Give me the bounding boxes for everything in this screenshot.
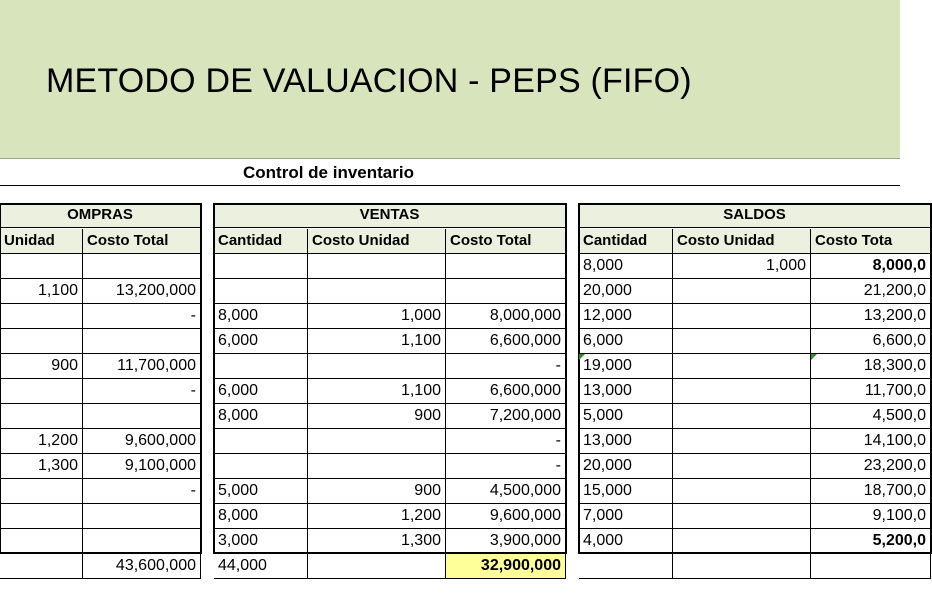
saldos-cell[interactable] bbox=[673, 404, 811, 429]
ventas-cell[interactable]: 4,500,000 bbox=[446, 479, 566, 504]
saldos-cell[interactable] bbox=[673, 279, 811, 304]
ventas-cell[interactable]: 7,200,000 bbox=[446, 404, 566, 429]
compras-total-cell[interactable]: 43,600,000 bbox=[83, 554, 201, 579]
saldos-cell[interactable]: 8,000 bbox=[579, 254, 673, 279]
saldos-cell[interactable]: 18,700,0 bbox=[811, 479, 931, 504]
compras-column-header: Unidad bbox=[0, 229, 83, 254]
compras-cell[interactable]: 9,600,000 bbox=[83, 429, 201, 454]
saldos-cell[interactable]: 14,100,0 bbox=[811, 429, 931, 454]
ventas-cell[interactable] bbox=[214, 254, 308, 279]
compras-total-cell[interactable] bbox=[0, 554, 83, 579]
saldos-cell[interactable] bbox=[673, 529, 811, 554]
compras-cell[interactable] bbox=[0, 479, 83, 504]
compras-cell[interactable]: 1,200 bbox=[0, 429, 83, 454]
comment-marker-icon bbox=[579, 354, 585, 360]
saldos-cell[interactable]: 19,000 bbox=[579, 354, 673, 379]
saldos-total-cell[interactable] bbox=[811, 554, 931, 579]
ventas-cell[interactable] bbox=[214, 279, 308, 304]
compras-cell[interactable]: - bbox=[83, 379, 201, 404]
ventas-section-header: VENTAS bbox=[214, 203, 566, 228]
saldos-cell[interactable] bbox=[673, 429, 811, 454]
saldos-cell[interactable]: 13,000 bbox=[579, 379, 673, 404]
sheet-subtitle: Control de inventario bbox=[243, 163, 414, 182]
ventas-cell[interactable]: 8,000 bbox=[214, 504, 308, 529]
ventas-total-cell[interactable]: 32,900,000 bbox=[446, 554, 566, 579]
compras-cell[interactable] bbox=[0, 254, 83, 279]
ventas-cell[interactable]: - bbox=[446, 454, 566, 479]
saldos-cell[interactable]: 11,700,0 bbox=[811, 379, 931, 404]
ventas-column-header: Cantidad bbox=[214, 229, 308, 254]
saldos-cell[interactable] bbox=[673, 479, 811, 504]
saldos-cell[interactable]: 13,200,0 bbox=[811, 304, 931, 329]
ventas-cell[interactable] bbox=[308, 354, 446, 379]
ventas-cell[interactable]: - bbox=[446, 354, 566, 379]
compras-column-header: Costo Total bbox=[83, 229, 201, 254]
ventas-cell[interactable]: 6,000 bbox=[214, 329, 308, 354]
compras-section-header: OMPRAS bbox=[0, 203, 201, 228]
saldos-section-header: SALDOS bbox=[579, 203, 931, 228]
saldos-total-cell[interactable] bbox=[673, 554, 811, 579]
saldos-total-cell[interactable] bbox=[579, 554, 673, 579]
saldos-cell[interactable]: 8,000,0 bbox=[811, 254, 931, 279]
compras-cell[interactable] bbox=[83, 404, 201, 429]
ventas-cell[interactable]: 8,000 bbox=[214, 304, 308, 329]
saldos-cell[interactable]: 20,000 bbox=[579, 279, 673, 304]
compras-cell[interactable] bbox=[0, 329, 83, 354]
ventas-cell[interactable] bbox=[308, 279, 446, 304]
saldos-cell[interactable] bbox=[673, 354, 811, 379]
compras-cell[interactable]: 900 bbox=[0, 354, 83, 379]
saldos-cell[interactable]: 20,000 bbox=[579, 454, 673, 479]
ventas-column-header: Costo Total bbox=[446, 229, 566, 254]
saldos-cell[interactable]: 9,100,0 bbox=[811, 504, 931, 529]
ventas-cell[interactable] bbox=[214, 454, 308, 479]
saldos-cell[interactable]: 7,000 bbox=[579, 504, 673, 529]
saldos-cell[interactable]: 13,000 bbox=[579, 429, 673, 454]
ventas-cell[interactable] bbox=[308, 454, 446, 479]
saldos-column-header: Costo Tota bbox=[811, 229, 931, 254]
saldos-cell[interactable] bbox=[673, 454, 811, 479]
ventas-cell[interactable]: 5,000 bbox=[214, 479, 308, 504]
ventas-cell[interactable]: 1,300 bbox=[308, 529, 446, 554]
compras-cell[interactable] bbox=[83, 504, 201, 529]
compras-cell[interactable]: - bbox=[83, 479, 201, 504]
ventas-cell[interactable] bbox=[214, 429, 308, 454]
ventas-cell[interactable]: - bbox=[446, 429, 566, 454]
saldos-cell[interactable]: 5,000 bbox=[579, 404, 673, 429]
ventas-cell[interactable] bbox=[446, 254, 566, 279]
comment-marker-icon bbox=[811, 354, 817, 360]
saldos-cell[interactable]: 6,600,0 bbox=[811, 329, 931, 354]
saldos-cell[interactable]: 21,200,0 bbox=[811, 279, 931, 304]
compras-cell[interactable]: 9,100,000 bbox=[83, 454, 201, 479]
saldos-cell[interactable]: 5,200,0 bbox=[811, 529, 931, 554]
compras-cell[interactable]: 1,100 bbox=[0, 279, 83, 304]
ventas-cell[interactable]: 900 bbox=[308, 479, 446, 504]
ventas-cell[interactable]: 3,000 bbox=[214, 529, 308, 554]
ventas-cell[interactable]: 8,000 bbox=[214, 404, 308, 429]
compras-cell[interactable]: 1,300 bbox=[0, 454, 83, 479]
ventas-cell[interactable] bbox=[214, 354, 308, 379]
ventas-total-cell[interactable] bbox=[308, 554, 446, 579]
ventas-cell[interactable]: 8,000,000 bbox=[446, 304, 566, 329]
title-banner bbox=[0, 0, 900, 159]
ventas-column-header: Costo Unidad bbox=[308, 229, 446, 254]
compras-cell[interactable] bbox=[0, 304, 83, 329]
ventas-cell[interactable] bbox=[308, 254, 446, 279]
compras-cell[interactable] bbox=[0, 504, 83, 529]
ventas-total-cell[interactable]: 44,000 bbox=[214, 554, 308, 579]
saldos-cell[interactable]: 15,000 bbox=[579, 479, 673, 504]
compras-cell[interactable] bbox=[83, 329, 201, 354]
ventas-cell[interactable]: 3,900,000 bbox=[446, 529, 566, 554]
saldos-cell[interactable]: 1,000 bbox=[673, 254, 811, 279]
saldos-column-header: Cantidad bbox=[579, 229, 673, 254]
ventas-cell[interactable] bbox=[308, 429, 446, 454]
ventas-cell[interactable]: 900 bbox=[308, 404, 446, 429]
compras-cell[interactable]: 11,700,000 bbox=[83, 354, 201, 379]
page-title: METODO DE VALUACION - PEPS (FIFO) bbox=[46, 62, 692, 100]
saldos-cell[interactable] bbox=[673, 329, 811, 354]
ventas-cell[interactable]: 1,200 bbox=[308, 504, 446, 529]
saldos-cell[interactable]: 18,300,0 bbox=[811, 354, 931, 379]
ventas-cell[interactable] bbox=[446, 279, 566, 304]
ventas-cell[interactable]: 1,100 bbox=[308, 329, 446, 354]
compras-cell[interactable] bbox=[83, 529, 201, 554]
ventas-cell[interactable]: 6,600,000 bbox=[446, 329, 566, 354]
ventas-cell[interactable]: 6,600,000 bbox=[446, 379, 566, 404]
saldos-cell[interactable] bbox=[673, 379, 811, 404]
compras-cell[interactable] bbox=[83, 254, 201, 279]
saldos-cell[interactable]: 4,500,0 bbox=[811, 404, 931, 429]
saldos-cell[interactable]: 12,000 bbox=[579, 304, 673, 329]
saldos-cell[interactable] bbox=[673, 504, 811, 529]
compras-cell[interactable]: 13,200,000 bbox=[83, 279, 201, 304]
ventas-cell[interactable]: 1,000 bbox=[308, 304, 446, 329]
saldos-cell[interactable]: 23,200,0 bbox=[811, 454, 931, 479]
ventas-cell[interactable]: 9,600,000 bbox=[446, 504, 566, 529]
compras-cell[interactable]: - bbox=[83, 304, 201, 329]
compras-cell[interactable] bbox=[0, 379, 83, 404]
control-row bbox=[0, 160, 900, 186]
compras-cell[interactable] bbox=[0, 404, 83, 429]
compras-cell[interactable] bbox=[0, 529, 83, 554]
ventas-cell[interactable]: 6,000 bbox=[214, 379, 308, 404]
saldos-cell[interactable]: 4,000 bbox=[579, 529, 673, 554]
ventas-cell[interactable]: 1,100 bbox=[308, 379, 446, 404]
saldos-column-header: Costo Unidad bbox=[673, 229, 811, 254]
saldos-cell[interactable]: 6,000 bbox=[579, 329, 673, 354]
saldos-cell[interactable] bbox=[673, 304, 811, 329]
